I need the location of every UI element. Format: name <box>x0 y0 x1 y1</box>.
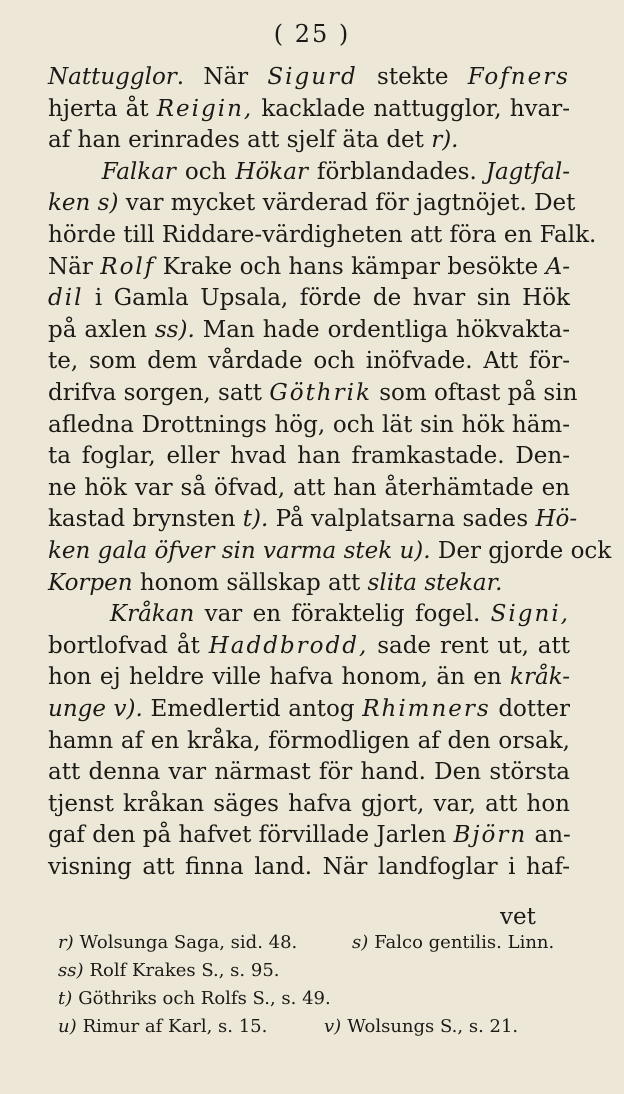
text-run: När <box>48 253 101 280</box>
text-run: hamn af en kråka, förmodligen af den orsak, <box>48 727 570 754</box>
text-run: ta foglar, eller hvad han framkastade. Den- <box>48 443 570 470</box>
footnote <box>58 986 331 1012</box>
text-line <box>48 218 597 252</box>
footnote-text: Wolsunga Saga, sid. 48. <box>79 932 298 953</box>
text-run: an- <box>527 822 571 849</box>
text-run: Der gjorde ock <box>430 538 612 564</box>
footnote <box>324 1014 518 1040</box>
footnote-text: Rimur af Karl, s. 15. <box>82 1016 268 1037</box>
text-run: i Gamla Upsala, förde de hvar sin Hök <box>83 285 570 312</box>
text-run: Man hade ordentliga hökvakta- <box>194 316 570 343</box>
text-line <box>48 724 570 758</box>
text-run: af han erinrades att sjelf äta det <box>48 127 432 154</box>
text-run <box>48 159 102 185</box>
footnote <box>58 930 297 956</box>
text-run: Rhimners <box>362 696 491 722</box>
text-run: dotter <box>490 696 570 722</box>
text-line <box>48 566 570 600</box>
text-run: kråk- <box>510 664 570 691</box>
footnote-mark: r) <box>58 932 74 953</box>
text-run: Hökar <box>235 158 308 185</box>
text-line <box>48 534 612 568</box>
text-line <box>48 186 576 220</box>
text-run: unge v). <box>48 696 143 722</box>
text-line <box>48 850 570 884</box>
footnote-text: Göthriks och Rolfs S., s. 49. <box>78 988 331 1009</box>
text-run: och <box>175 158 236 185</box>
text-run: honom sällskap att <box>132 569 368 596</box>
text-line <box>48 250 570 284</box>
footnote-text: Falco gentilis. Linn. <box>374 932 555 953</box>
text-run: kacklade nattugglor, hvar- <box>253 95 570 122</box>
footnote <box>58 958 280 984</box>
text-line <box>48 92 570 126</box>
text-run: . När <box>176 64 268 90</box>
text-run: på axlen <box>48 316 155 343</box>
text-run: Signi, <box>490 601 570 628</box>
text-run: Jagtfal- <box>485 158 571 185</box>
text-run: drifva sorgen, satt <box>48 380 270 406</box>
text-line <box>48 629 570 663</box>
text-line <box>48 439 570 473</box>
text-run: sade rent ut, att <box>368 632 570 659</box>
text-line <box>48 281 570 315</box>
text-run: bortlofvad åt <box>48 632 209 659</box>
text-run: Hö- <box>535 506 578 533</box>
text-run: Sigurd <box>267 64 358 90</box>
footnote-mark: t) <box>58 988 73 1009</box>
page-number: ( 25 ) <box>273 20 351 48</box>
catchword: vet <box>500 904 536 930</box>
footnote-text: Wolsungs S., s. 21. <box>347 1016 519 1037</box>
text-run: te, som dem vårdade och inöfvade. Att för- <box>48 348 570 375</box>
text-line <box>48 471 570 505</box>
text-line <box>48 313 570 347</box>
text-line <box>48 660 570 694</box>
footnote-mark: s) <box>352 932 369 953</box>
text-run: afledna Drottnings hög, och lät sin hök häm- <box>48 411 570 438</box>
text-run: tjenst kråkan säges hafva gjort, var, att hon <box>48 790 570 817</box>
text-run: Nattugglor <box>48 64 177 90</box>
text-run: ken gala öfver sin varma stek u). <box>48 538 431 564</box>
text-run: t). <box>242 506 269 533</box>
text-run: Reigin, <box>156 95 254 122</box>
text-run: Krake och hans kämpar besökte <box>155 253 546 280</box>
text-line <box>48 60 570 94</box>
text-run: Emedlertid antog <box>142 696 363 722</box>
text-run: Haddbrodd, <box>208 632 369 659</box>
text-line <box>48 155 570 189</box>
text-run <box>48 601 110 627</box>
text-run: Göthrik <box>269 380 372 406</box>
text-run: som oftast på sin <box>371 380 578 406</box>
text-run: var en föraktelig fogel. <box>194 601 491 628</box>
text-run: ken s) <box>48 190 119 217</box>
text-line <box>48 502 578 536</box>
text-line <box>48 597 570 631</box>
text-run: Kråkan <box>109 601 195 628</box>
text-run: På valplatsarna sades <box>268 506 536 533</box>
text-line <box>48 123 570 157</box>
footnote <box>58 1014 267 1040</box>
footnote-mark: u) <box>58 1016 77 1037</box>
text-run: Fofners <box>467 64 570 90</box>
footnote-text: Rolf Krakes S., s. 95. <box>89 960 280 981</box>
text-run: A- <box>545 253 570 280</box>
text-run: slita stekar. <box>367 569 503 596</box>
text-line <box>48 787 570 821</box>
text-run: ss). <box>154 316 195 343</box>
footnote <box>352 930 554 956</box>
text-run: hörde till Riddare-värdigheten att föra en Falk. <box>48 222 597 248</box>
text-run: gaf den på hafvet förvillade Jarlen <box>48 822 454 849</box>
text-run: hjerta åt <box>48 95 157 122</box>
text-run: r). <box>431 127 459 154</box>
text-line <box>48 376 578 410</box>
text-line <box>48 408 570 442</box>
text-run: Björn <box>453 822 528 849</box>
text-run: ne hök var så öfvad, att han återhämtade en <box>48 474 570 501</box>
text-run: Korpen <box>48 569 133 596</box>
text-run: hon ej heldre ville hafva honom, än en <box>48 664 511 691</box>
text-run: stekte <box>357 64 468 90</box>
text-line <box>48 344 570 378</box>
text-run: visning att finna land. När landfoglar i haf- <box>48 854 570 880</box>
text-run: var mycket värderad för jagtnöjet. Det <box>118 190 576 217</box>
text-run: Falkar <box>101 158 176 185</box>
footnote-mark: ss) <box>58 960 84 981</box>
text-run: förblandades. <box>307 158 486 185</box>
footnote-mark: v) <box>324 1016 342 1037</box>
text-line <box>48 692 570 726</box>
text-line <box>48 818 570 852</box>
text-run: kastad brynsten <box>48 506 243 533</box>
text-run: Rolf <box>100 253 156 280</box>
text-line <box>48 755 570 789</box>
text-run: dil <box>48 285 84 312</box>
text-run: att denna var närmast för hand. Den största <box>48 759 570 786</box>
